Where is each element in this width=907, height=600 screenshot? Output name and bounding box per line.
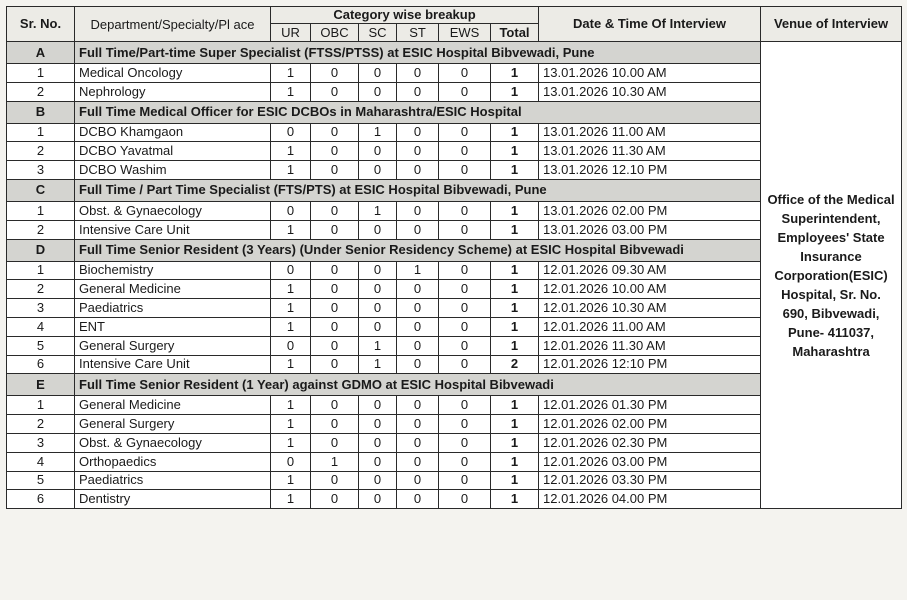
row-sc: 0 (359, 82, 397, 101)
row-sr-no: 5 (7, 471, 75, 490)
row-total: 1 (491, 490, 539, 509)
row-sc: 0 (359, 299, 397, 318)
row-total: 1 (491, 452, 539, 471)
section-title: Full Time Senior Resident (1 Year) against GDMO at ESIC Hospital Bibvewadi (75, 374, 761, 396)
row-department: Biochemistry (75, 261, 271, 280)
header-obc: OBC (311, 24, 359, 42)
row-sr-no: 2 (7, 280, 75, 299)
row-st: 0 (397, 317, 439, 336)
section-title: Full Time Senior Resident (3 Years) (Under Senior Residency Scheme) at ESIC Hospital Bibvewadi (75, 239, 761, 261)
row-department: Intensive Care Unit (75, 220, 271, 239)
row-obc: 0 (311, 123, 359, 142)
section-header-row (7, 42, 902, 64)
row-date-time: 12.01.2026 01.30 PM (539, 396, 761, 415)
row-sc: 0 (359, 317, 397, 336)
row-department: General Medicine (75, 280, 271, 299)
row-st: 0 (397, 142, 439, 161)
row-ur: 1 (271, 433, 311, 452)
row-total: 1 (491, 471, 539, 490)
row-total: 1 (491, 123, 539, 142)
row-total: 1 (491, 415, 539, 434)
row-total: 1 (491, 161, 539, 180)
header-sr-no: Sr. No. (7, 7, 75, 42)
row-date-time: 12.01.2026 09.30 AM (539, 261, 761, 280)
row-sc: 0 (359, 220, 397, 239)
row-ews: 0 (439, 82, 491, 101)
row-st: 0 (397, 161, 439, 180)
header-category-breakup: Category wise breakup (271, 7, 539, 24)
row-obc: 0 (311, 433, 359, 452)
row-ews: 0 (439, 261, 491, 280)
row-date-time: 12.01.2026 02.30 PM (539, 433, 761, 452)
row-total: 1 (491, 433, 539, 452)
row-ews: 0 (439, 355, 491, 374)
row-sr-no: 6 (7, 490, 75, 509)
row-sc: 0 (359, 433, 397, 452)
row-st: 0 (397, 64, 439, 83)
row-sc: 0 (359, 452, 397, 471)
row-ews: 0 (439, 299, 491, 318)
row-date-time: 12.01.2026 04.00 PM (539, 490, 761, 509)
row-total: 1 (491, 220, 539, 239)
row-sr-no: 4 (7, 452, 75, 471)
row-department: Medical Oncology (75, 64, 271, 83)
row-obc: 0 (311, 415, 359, 434)
row-department: DCBO Khamgaon (75, 123, 271, 142)
row-obc: 0 (311, 82, 359, 101)
row-sc: 0 (359, 396, 397, 415)
header-st: ST (397, 24, 439, 42)
row-ur: 1 (271, 161, 311, 180)
row-st: 1 (397, 261, 439, 280)
row-ews: 0 (439, 317, 491, 336)
row-st: 0 (397, 415, 439, 434)
row-ur: 0 (271, 261, 311, 280)
row-date-time: 12.01.2026 02.00 PM (539, 415, 761, 434)
header-department: Department/Specialty/Pl ace (75, 7, 271, 42)
row-total: 1 (491, 299, 539, 318)
row-department: Intensive Care Unit (75, 355, 271, 374)
row-sr-no: 2 (7, 142, 75, 161)
row-obc: 0 (311, 64, 359, 83)
row-st: 0 (397, 82, 439, 101)
table-body (7, 42, 902, 509)
row-date-time: 12.01.2026 11.00 AM (539, 317, 761, 336)
section-id: C (7, 179, 75, 201)
row-ur: 1 (271, 396, 311, 415)
row-ews: 0 (439, 142, 491, 161)
row-sr-no: 3 (7, 161, 75, 180)
row-sr-no: 3 (7, 433, 75, 452)
row-date-time: 13.01.2026 03.00 PM (539, 220, 761, 239)
row-obc: 0 (311, 336, 359, 355)
header-ur: UR (271, 24, 311, 42)
row-ews: 0 (439, 415, 491, 434)
row-total: 1 (491, 261, 539, 280)
row-department: Orthopaedics (75, 452, 271, 471)
row-ur: 0 (271, 123, 311, 142)
row-department: Obst. & Gynaecology (75, 433, 271, 452)
row-ews: 0 (439, 490, 491, 509)
row-obc: 0 (311, 201, 359, 220)
row-sc: 1 (359, 355, 397, 374)
row-ur: 0 (271, 452, 311, 471)
row-total: 1 (491, 142, 539, 161)
row-obc: 0 (311, 355, 359, 374)
table-header (7, 7, 902, 42)
row-ews: 0 (439, 452, 491, 471)
row-date-time: 13.01.2026 10.30 AM (539, 82, 761, 101)
row-department: Obst. & Gynaecology (75, 201, 271, 220)
row-department: General Medicine (75, 396, 271, 415)
row-ews: 0 (439, 471, 491, 490)
row-sc: 0 (359, 490, 397, 509)
header-ews: EWS (439, 24, 491, 42)
row-sr-no: 1 (7, 396, 75, 415)
row-ews: 0 (439, 123, 491, 142)
row-sr-no: 1 (7, 261, 75, 280)
row-sr-no: 2 (7, 220, 75, 239)
row-sr-no: 2 (7, 82, 75, 101)
row-sc: 0 (359, 142, 397, 161)
row-ews: 0 (439, 336, 491, 355)
row-ews: 0 (439, 433, 491, 452)
row-ews: 0 (439, 201, 491, 220)
header-sc: SC (359, 24, 397, 42)
section-id: E (7, 374, 75, 396)
row-ews: 0 (439, 396, 491, 415)
row-st: 0 (397, 355, 439, 374)
row-total: 1 (491, 82, 539, 101)
row-obc: 0 (311, 220, 359, 239)
row-total: 2 (491, 355, 539, 374)
row-sc: 1 (359, 201, 397, 220)
section-id: D (7, 239, 75, 261)
row-date-time: 13.01.2026 11.30 AM (539, 142, 761, 161)
row-ur: 1 (271, 64, 311, 83)
row-total: 1 (491, 396, 539, 415)
row-sc: 0 (359, 471, 397, 490)
row-date-time: 13.01.2026 10.00 AM (539, 64, 761, 83)
header-date-time: Date & Time Of Interview (539, 7, 761, 42)
row-sr-no: 4 (7, 317, 75, 336)
row-ur: 1 (271, 82, 311, 101)
row-sc: 0 (359, 280, 397, 299)
section-id: B (7, 101, 75, 123)
row-ews: 0 (439, 220, 491, 239)
row-sr-no: 1 (7, 64, 75, 83)
row-department: Dentistry (75, 490, 271, 509)
row-total: 1 (491, 280, 539, 299)
row-st: 0 (397, 396, 439, 415)
row-ur: 0 (271, 201, 311, 220)
row-st: 0 (397, 490, 439, 509)
row-sc: 0 (359, 415, 397, 434)
row-obc: 1 (311, 452, 359, 471)
section-id: A (7, 42, 75, 64)
row-department: Paediatrics (75, 471, 271, 490)
row-st: 0 (397, 433, 439, 452)
row-department: Nephrology (75, 82, 271, 101)
row-ews: 0 (439, 161, 491, 180)
row-st: 0 (397, 299, 439, 318)
row-date-time: 12.01.2026 12:10 PM (539, 355, 761, 374)
row-ur: 1 (271, 280, 311, 299)
row-ur: 1 (271, 415, 311, 434)
row-sc: 0 (359, 64, 397, 83)
row-ur: 1 (271, 471, 311, 490)
row-sr-no: 5 (7, 336, 75, 355)
row-obc: 0 (311, 396, 359, 415)
row-sr-no: 1 (7, 201, 75, 220)
row-date-time: 12.01.2026 03.00 PM (539, 452, 761, 471)
row-total: 1 (491, 317, 539, 336)
row-obc: 0 (311, 261, 359, 280)
row-date-time: 13.01.2026 12.10 PM (539, 161, 761, 180)
row-department: DCBO Washim (75, 161, 271, 180)
row-ur: 1 (271, 317, 311, 336)
row-ur: 1 (271, 142, 311, 161)
row-total: 1 (491, 201, 539, 220)
row-date-time: 12.01.2026 11.30 AM (539, 336, 761, 355)
row-obc: 0 (311, 161, 359, 180)
row-ews: 0 (439, 280, 491, 299)
row-total: 1 (491, 64, 539, 83)
row-ur: 1 (271, 299, 311, 318)
row-sr-no: 3 (7, 299, 75, 318)
row-department: DCBO Yavatmal (75, 142, 271, 161)
row-st: 0 (397, 220, 439, 239)
row-sc: 0 (359, 261, 397, 280)
row-ur: 0 (271, 336, 311, 355)
section-title: Full Time / Part Time Specialist (FTS/PTS) at ESIC Hospital Bibvewadi, Pune (75, 179, 761, 201)
row-total: 1 (491, 336, 539, 355)
row-st: 0 (397, 452, 439, 471)
row-date-time: 12.01.2026 10.30 AM (539, 299, 761, 318)
header-venue: Venue of Interview (761, 7, 902, 42)
row-obc: 0 (311, 142, 359, 161)
interview-schedule-table (6, 6, 902, 509)
row-ur: 1 (271, 355, 311, 374)
row-department: General Surgery (75, 415, 271, 434)
row-date-time: 13.01.2026 11.00 AM (539, 123, 761, 142)
row-sc: 1 (359, 336, 397, 355)
row-st: 0 (397, 280, 439, 299)
row-obc: 0 (311, 317, 359, 336)
row-sr-no: 1 (7, 123, 75, 142)
row-date-time: 13.01.2026 02.00 PM (539, 201, 761, 220)
row-st: 0 (397, 123, 439, 142)
row-sc: 1 (359, 123, 397, 142)
row-obc: 0 (311, 280, 359, 299)
row-st: 0 (397, 471, 439, 490)
header-total: Total (491, 24, 539, 42)
row-st: 0 (397, 336, 439, 355)
row-department: Paediatrics (75, 299, 271, 318)
row-department: General Surgery (75, 336, 271, 355)
row-ur: 1 (271, 490, 311, 509)
row-sr-no: 6 (7, 355, 75, 374)
row-st: 0 (397, 201, 439, 220)
row-obc: 0 (311, 490, 359, 509)
row-date-time: 12.01.2026 03.30 PM (539, 471, 761, 490)
row-ews: 0 (439, 64, 491, 83)
venue-cell: Office of the Medical Superintendent, Employees' State Insurance Corporation(ESIC) Hospital, Sr. No. 690, Bibvewadi, Pune- 411037, Maharashtra (761, 42, 902, 509)
section-title: Full Time Medical Officer for ESIC DCBOs in Maharashtra/ESIC Hospital (75, 101, 761, 123)
row-sr-no: 2 (7, 415, 75, 434)
row-sc: 0 (359, 161, 397, 180)
section-title: Full Time/Part-time Super Specialist (FTSS/PTSS) at ESIC Hospital Bibvewadi, Pune (75, 42, 761, 64)
row-obc: 0 (311, 299, 359, 318)
row-ur: 1 (271, 220, 311, 239)
row-obc: 0 (311, 471, 359, 490)
row-date-time: 12.01.2026 10.00 AM (539, 280, 761, 299)
row-department: ENT (75, 317, 271, 336)
